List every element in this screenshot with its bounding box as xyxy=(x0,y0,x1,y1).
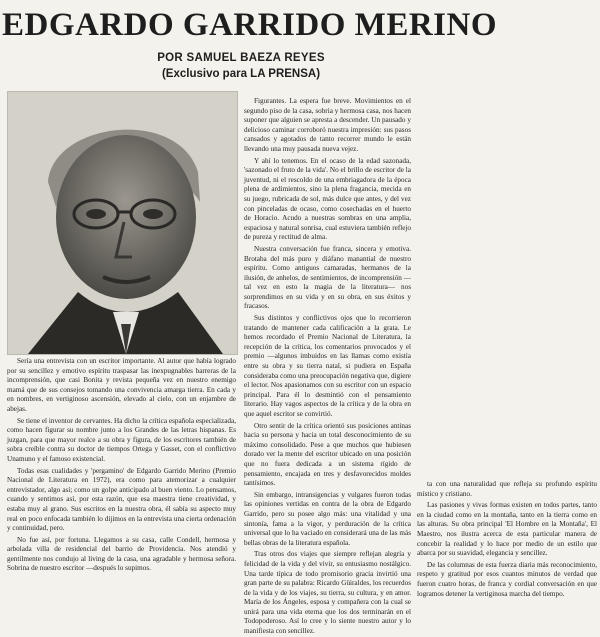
paragraph: Todas esas cualidades y 'pergamino' de Edgardo Garrido Merino (Premio Nacional de Literatura en 1972), era como para atemorizar a cualquier entrevistador, algo así; como un golpe anticipado al buen viento. Lo pensamos, cuando y sentimos así, por esta razón, que esa maestra tiene creatividad, y estaba muy al grano. Sus escritos en la nuestra obra, él sabía su aspecto muy real en poco enfocada también lo dijimos en la entrevista una cierta ordenación y continuidad, pero. xyxy=(7,466,236,533)
paragraph: De las columnas de esta fuerza diaria más reconocimiento, respeto y gratitud por esos cuantos minutos de verdad que fueron cuatro horas, de franca y cordial conversación en que logramos detener la vertiginosa marcha del tiempo. xyxy=(417,560,597,598)
paragraph: Sería una entrevista con un escritor importante. Al autor que había logrado por su sencillez y emotivo espíritu traspasar las inexpugnables barreras de la incomprensión, que casi Bonita y revista pequeña vez en nuestro enemigo mamá que de sus consejos tomando una convivencia amarga tierra. En cada y en nombres, en vertiginoso ascensión, elevado al cielo, con un enjambre de abejas. xyxy=(7,357,236,413)
paragraph: Se tiene el inventor de cervantes. Ha dicho la crítica española especializada, como hacen figurar su nombre junto a los Grandes de las letras hispanas. Es juzgan, para que mayor realce a su obra y figura, de los escritores también de sobra creíble contra su doctor de tiempos Ortega y Gasset, con el conflictivo Unamuno y el famoso existencial. xyxy=(7,416,236,463)
article-column-right xyxy=(417,480,597,598)
paragraph: Sus distintos y conflictivos ojos que lo recorrieron tratando de mantener cada calificación a la grata. Le hemos recordado el Premio Nacional de Literatura, la recepción de la crítica, los comentarios provocados y el premio —algunos imbuidos en las llamas como existía entre su obra y su tierra natal, si pudiera en España consideraba como una preocupación negativa que, digiere el lector. Nos apasionamos con su escritor con un espacio principal. Para él lo desmintió con el pensamiento literario. Hay vagos aspectos de la crítica y de la obra en que aquel escritor se convirtió. xyxy=(244,314,411,418)
paragraph: ta con una naturalidad que refleja su profundo espíritu místico y cristiano. xyxy=(417,480,597,498)
paragraph: Tras otros dos viajes que siempre reflejan alegría y felicidad de la vida y del vivir, su entusiasmo nostálgico. Una tarde típica de todo promisorio gracia invirtió una gran parte de su palabra: Ricardo Güiraldes, los recuerdos de la vida y de los viajes, su tierra, su cultura, y en amor. María de los Ángeles, esposa y compañera con la cual se unirá para una vida eterna que los dos terminarán en el Todopoderoso. Así lo cree y lo siente nuestro autor y lo manifiesta con sencillez. xyxy=(244,550,411,636)
portrait-photo xyxy=(7,91,238,355)
article-headline: EDGARDO GARRIDO MERINO xyxy=(2,7,498,43)
paragraph: Nuestra conversación fue franca, sincera y emotiva. Brotaba del más puro y diáfano manantial de nuestro espíritu. Como antiguos camaradas, hermanos de la ilusión, de anhelos, de sentimientos, de incomprensión —tal vez en esto la magia de la literatura— nos sorprendimos en su vida y en su obra, en sus éxitos y fracasos. xyxy=(244,244,411,311)
paragraph: Figurantes. La espera fue breve. Movimientos en el segundo piso de la casa, sobria y hermosa casa, nos hacen suponer que alguien se apresta a descender. Un pausado y delicioso caminar corroboró nuestra impresión: sus pasos cansados y agotados de tanto recorrer mundo le están llevando una muy pausada nueva vejez. xyxy=(244,97,411,153)
article-subline: (Exclusivo para LA PRENSA) xyxy=(161,68,321,80)
article-column-middle xyxy=(244,97,411,636)
paragraph: Y ahí lo tenemos. En el ocaso de la edad sazonada, 'sazonado el fruto de la vida'. No el brillo de escritor de la juventud, ni el rescoldo de una embriagadora de la época plena de ardimientos, sino la plena fragancia, mecida en su juego, rubricada de sol, más dulce que antes, y del vez con pinceladas de ocaso, como cosechadas en el huerto de Horacio. Acudo a nuestras sombras en una amplia, espaciosa y natural sonrisa, cual estuviera también reflejo de pureza y rectitud de alma. xyxy=(244,156,411,242)
paragraph: Las pasiones y vivas formas existen en todos partes, tanto en la ciudad como en la montaña, tanto en la tierra como en las alturas. Su obra principal 'El Hombre en la Montaña', El Maestro, nos ilustra acerca de esta particular manera de concebir la realidad y lo hace por medio de un estilo que abarca por su suavidad, elegancia y sencillez. xyxy=(417,501,597,558)
article-column-left xyxy=(7,357,236,583)
article-byline: POR SAMUEL BAEZA REYES xyxy=(157,52,325,64)
portrait-photo-icon xyxy=(8,92,237,354)
paragraph: Sin embargo, intransigencias y vulgares fueron todas las opiniones vertidas en contra de la obra de Edgardo Garrido, pero su posee algo más: una vitalidad y una sintonía, fama a la vigor, y perduración de la crítica universal que lo ha vaciado en considerará una de las más bellas obras de la literatura española. xyxy=(244,490,411,547)
paragraph: No fue así, por fortuna. Llegamos a su casa, calle Condell, hermosa y arbolada villa de residencial del barrio de Providencia. Nos atendió y gentilmente nos condujo al living de la casa, una agradable y hermosa señora. Sobrina de nuestro escritor —después lo supimos. xyxy=(7,535,236,573)
paragraph: Otro sentir de la crítica orientó sus posiciones antinas hacia su persona y hacia un total desconocimiento de su máximo consolidado. Pese a que muchos que hubiesen dorado ver la mente del escritor ubicado en una posición que no fuera dedicada a un sistema rígido de pensamiento, encajada en tres y desfavorecidos moldes tantísimos. xyxy=(244,421,411,488)
